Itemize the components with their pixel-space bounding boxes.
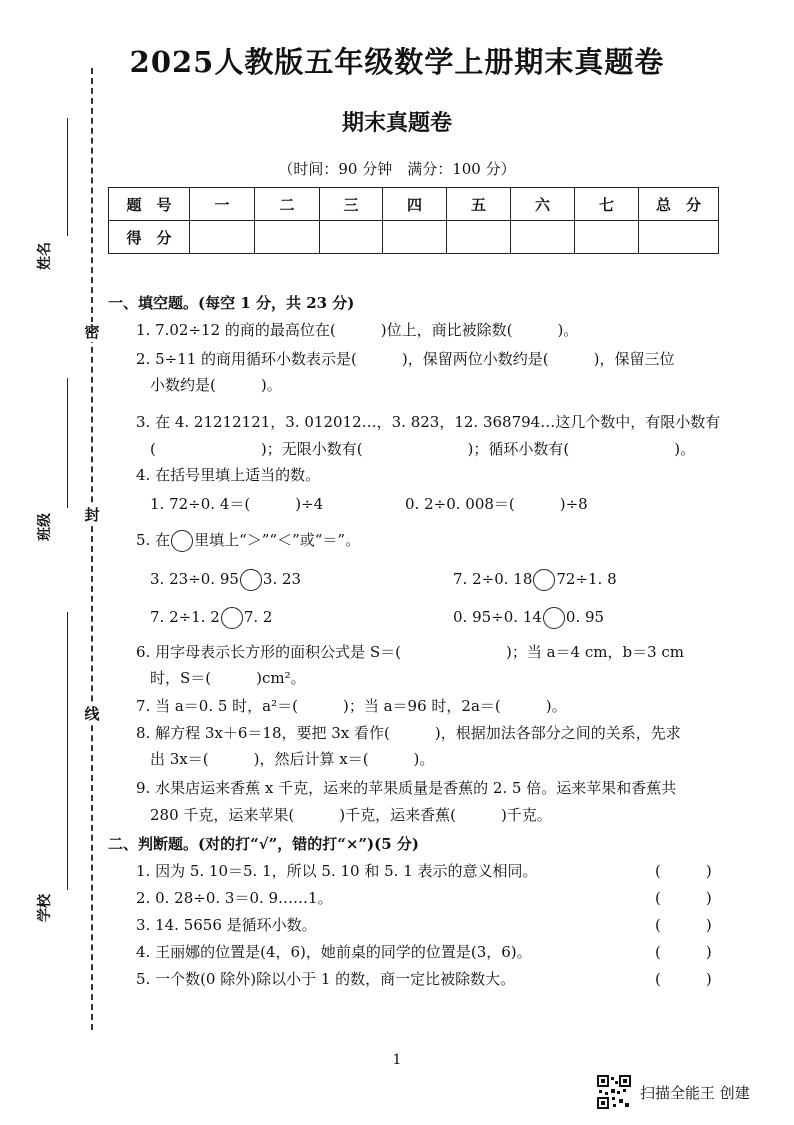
answer-paren[interactable]: ( ) — [655, 916, 712, 934]
answer-paren[interactable]: ( ) — [655, 943, 712, 961]
question-3-line1: 3. 在 4. 21212121，3. 012012…，3. 823，12. 368794…这几个数中，有限小数有 — [136, 413, 721, 431]
header-cell-4: 四 — [383, 188, 447, 221]
header-cell-2: 二 — [255, 188, 320, 221]
compare-item-2 — [453, 569, 617, 591]
answer-circle-icon[interactable] — [240, 569, 262, 591]
score-table-score-row — [109, 221, 719, 254]
answer-circle-icon[interactable] — [221, 607, 243, 629]
header-cell-6: 六 — [511, 188, 575, 221]
score-table — [108, 187, 719, 254]
class-label: 班级 — [37, 513, 53, 541]
seal-char-mi: 密 — [81, 322, 103, 342]
section2-heading: 二、判断题。(对的打“√”，错的打“×”)(5 分) — [108, 835, 419, 853]
score-cell[interactable] — [383, 221, 447, 254]
time-info: （时间：90 分钟 满分：100 分） — [278, 160, 516, 178]
header-cell-1: 一 — [190, 188, 255, 221]
score-cell[interactable] — [190, 221, 255, 254]
scanner-watermark: 扫描全能王 创建 — [640, 1084, 750, 1102]
answer-circle-icon[interactable] — [533, 569, 555, 591]
question-4: 4. 在括号里填上适当的数。 — [136, 466, 321, 484]
compare-right: 3. 23 — [262, 570, 302, 588]
question-9-line1: 9. 水果店运来香蕉 x 千克，运来的苹果质量是香蕉的 2. 5 倍。运来苹果和香蕉共 — [136, 779, 677, 797]
header-cell-5: 五 — [447, 188, 511, 221]
question-7: 7. 当 a＝0. 5 时，a²＝( )；当 a＝96 时，2a＝( )。 — [136, 697, 567, 715]
compare-right: 72÷1. 8 — [556, 570, 617, 588]
qr-code-icon — [597, 1075, 631, 1109]
name-write-line — [67, 118, 68, 236]
question-5-suffix: 里填上“＞”“＜”或“＝”。 — [194, 531, 361, 549]
question-6-line1: 6. 用字母表示长方形的面积公式是 S＝( )；当 a＝4 cm，b＝3 cm — [136, 643, 685, 661]
question-5-prefix: 5. 在 — [136, 531, 171, 549]
seal-char-feng: 封 — [81, 505, 103, 525]
answer-circle-icon[interactable] — [543, 607, 565, 629]
page-subtitle: 期末真题卷 — [341, 110, 452, 136]
section1-heading: 一、填空题。(每空 1 分，共 23 分) — [108, 294, 355, 312]
answer-paren[interactable]: ( ) — [655, 970, 712, 988]
compare-left: 3. 23÷0. 95 — [150, 570, 239, 588]
answer-circle-icon — [171, 530, 193, 552]
score-cell[interactable] — [639, 221, 719, 254]
question-4b: 0. 2÷0. 008＝( )÷8 — [405, 495, 588, 513]
compare-right: 0. 95 — [565, 608, 605, 626]
score-cell[interactable] — [255, 221, 320, 254]
question-8-line1: 8. 解方程 3x＋6＝18，要把 3x 看作( )，根据加法各部分之间的关系，先求 — [136, 724, 681, 742]
compare-item-1 — [150, 569, 301, 591]
compare-left: 0. 95÷0. 14 — [453, 608, 542, 626]
compare-right: 7. 2 — [243, 608, 273, 626]
score-table-header-row — [109, 188, 719, 221]
header-cell-3: 三 — [320, 188, 383, 221]
page-number: 1 — [392, 1052, 402, 1068]
page-title: 2025人教版五年级数学上册期末真题卷 — [129, 45, 665, 79]
judge-item-5: 5. 一个数(0 除外)除以小于 1 的数，商一定比被除数大。 — [136, 970, 516, 988]
question-8-line2: 出 3x＝( )，然后计算 x＝( )。 — [150, 750, 435, 768]
score-cell[interactable] — [447, 221, 511, 254]
question-3-line2: ( )；无限小数有( )；循环小数有( )。 — [150, 440, 696, 458]
score-row-label: 得 分 — [109, 221, 190, 254]
binding-dashed-line — [91, 68, 93, 1030]
score-cell[interactable] — [575, 221, 639, 254]
header-cell-label: 题 号 — [109, 188, 190, 221]
question-1: 1. 7.02÷12 的商的最高位在( )位上，商比被除数( )。 — [136, 321, 579, 339]
school-write-line — [67, 612, 68, 890]
compare-item-4 — [453, 607, 604, 629]
score-cell[interactable] — [511, 221, 575, 254]
name-label: 姓名 — [37, 242, 53, 270]
answer-paren[interactable]: ( ) — [655, 889, 712, 907]
header-cell-total: 总 分 — [639, 188, 719, 221]
question-4a: 1. 72÷0. 4＝( )÷4 — [150, 495, 324, 513]
question-2-line2: 小数约是( )。 — [150, 376, 282, 394]
judge-item-4: 4. 王丽娜的位置是(4，6)，她前桌的同学的位置是(3，6)。 — [136, 943, 532, 961]
score-cell[interactable] — [320, 221, 383, 254]
seal-char-xian: 线 — [81, 704, 103, 724]
compare-item-3 — [150, 607, 272, 629]
school-label: 学校 — [37, 894, 53, 922]
question-2-line1: 2. 5÷11 的商用循环小数表示是( )，保留两位小数约是( )，保留三位 — [136, 350, 675, 368]
compare-left: 7. 2÷0. 18 — [453, 570, 533, 588]
answer-paren[interactable]: ( ) — [655, 862, 712, 880]
question-9-line2: 280 千克，运来苹果( )千克，运来香蕉( )千克。 — [150, 806, 552, 824]
judge-item-3: 3. 14. 5656 是循环小数。 — [136, 916, 317, 934]
class-write-line — [67, 378, 68, 508]
judge-item-2: 2. 0. 28÷0. 3＝0. 9……1。 — [136, 889, 333, 907]
judge-item-1: 1. 因为 5. 10＝5. 1，所以 5. 10 和 5. 1 表示的意义相同。 — [136, 862, 538, 880]
question-6-line2: 时，S＝( )cm²。 — [150, 669, 306, 687]
question-5 — [136, 530, 360, 552]
header-cell-7: 七 — [575, 188, 639, 221]
compare-left: 7. 2÷1. 2 — [150, 608, 220, 626]
